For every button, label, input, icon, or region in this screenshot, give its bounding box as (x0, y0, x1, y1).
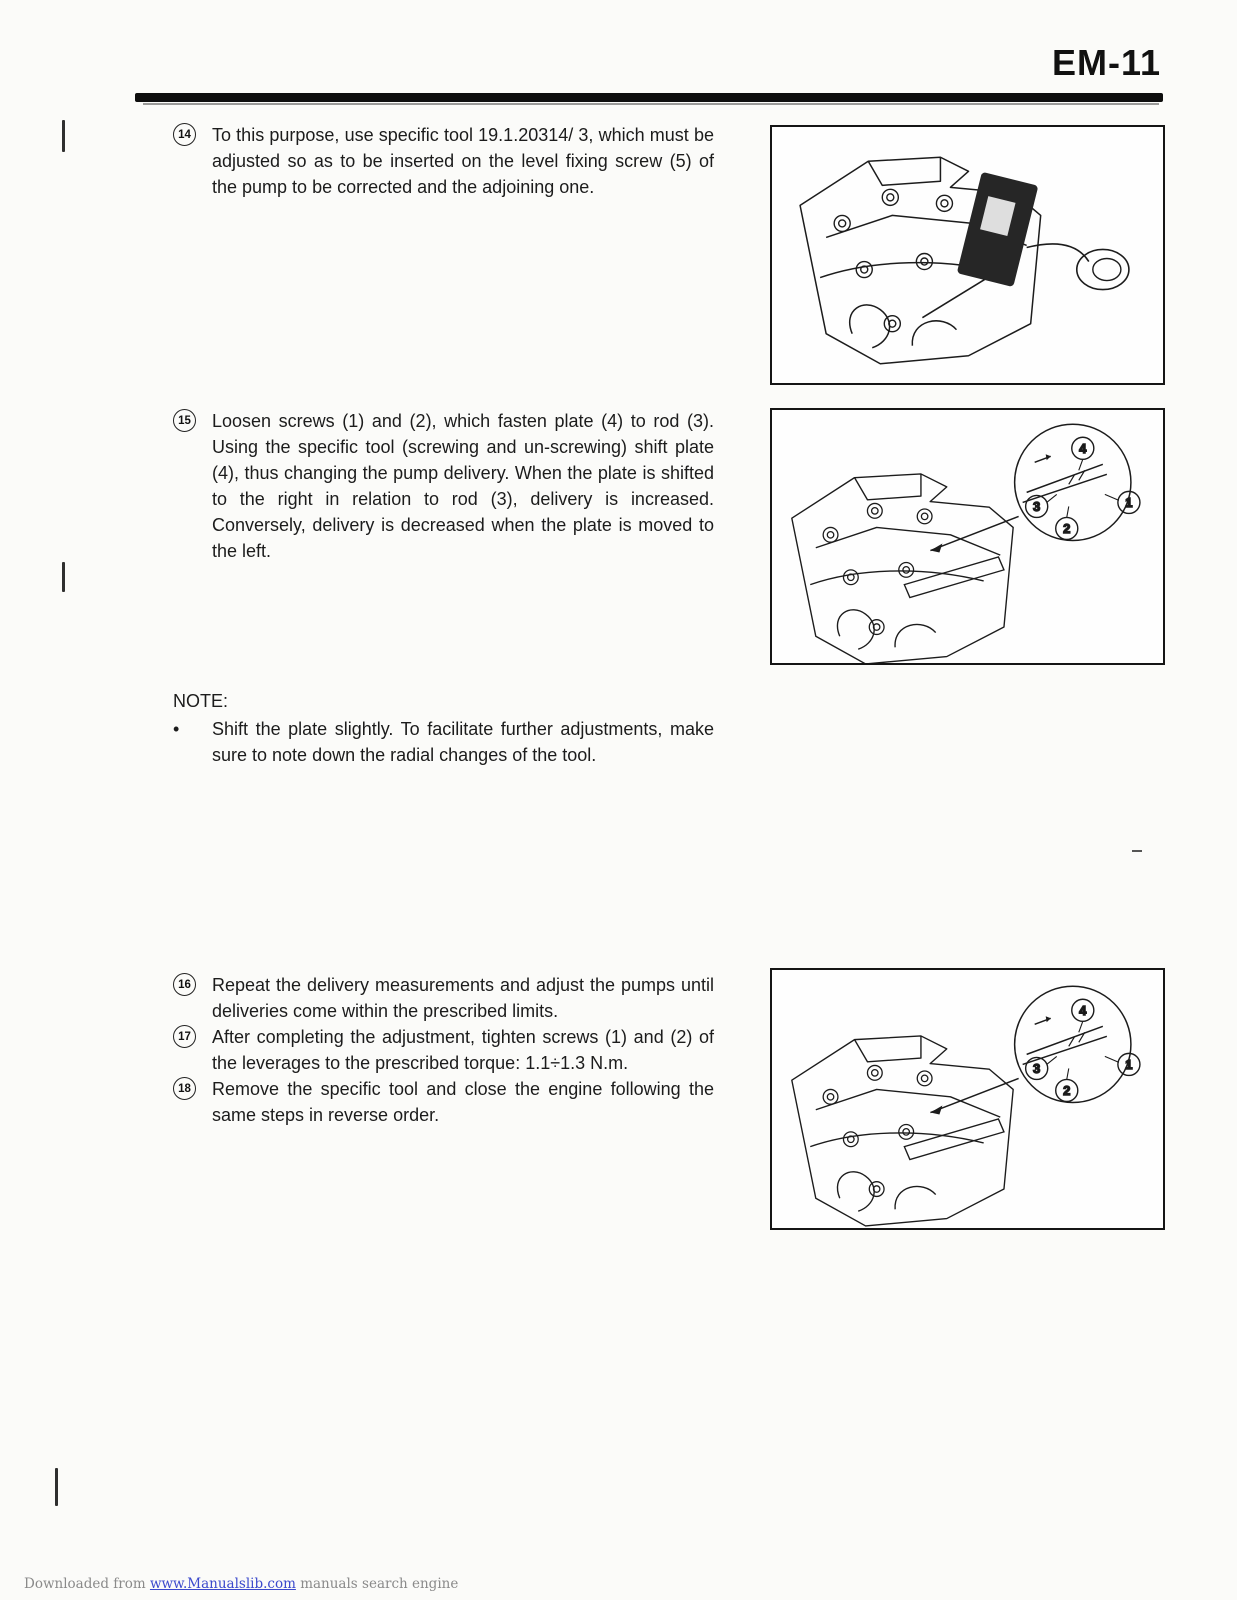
header-rule (135, 93, 1163, 102)
figure-plate-adjustment-repeat (770, 968, 1165, 1230)
footer-watermark (24, 1576, 458, 1592)
figure-plate-adjustment (770, 408, 1165, 665)
callout-2: 2 (1063, 520, 1071, 536)
margin-change-bar (55, 1468, 58, 1506)
engine-illustration (772, 970, 1163, 1228)
callout-3: 3 (1033, 1060, 1041, 1076)
scan-artifact (1132, 850, 1142, 852)
step-number-badge: 17 (173, 1025, 196, 1048)
note-label: NOTE: (173, 691, 229, 711)
engine-illustration (772, 127, 1163, 383)
engine-illustration (772, 410, 1163, 663)
step-18 (173, 1076, 714, 1128)
margin-change-bar (62, 120, 65, 152)
footer-suffix: manuals search engine (295, 1576, 459, 1592)
detail-circle (930, 986, 1131, 1114)
footer-prefix: Downloaded from (24, 1576, 150, 1592)
page-number: EM-11 (1051, 42, 1161, 83)
step-text: Repeat the delivery measurements and adjust the pumps until deliveries come within the prescribed limits. (212, 975, 714, 1021)
margin-change-bar (62, 562, 65, 592)
detail-circle (930, 424, 1131, 552)
callout-2: 2 (1063, 1082, 1071, 1098)
step-16 (173, 972, 714, 1024)
step-text: To this purpose, use specific tool 19.1.20314/ 3, which must be adjusted so as to be inserted on the level fixing screw (5) of the pump to be corrected and the adjoining one. (212, 125, 714, 197)
bullet-marker: • (173, 719, 180, 739)
step-number-badge: 18 (173, 1077, 196, 1100)
step-text: Remove the specific tool and close the engine following the same steps in reverse order. (212, 1079, 714, 1125)
step-14 (173, 122, 714, 200)
step-15 (173, 408, 714, 564)
steps-16-18 (173, 972, 714, 1128)
step-number-badge: 15 (173, 409, 196, 432)
figure-pump-tool (770, 125, 1165, 385)
step-number-badge: 16 (173, 973, 196, 996)
note-text: Shift the plate slightly. To facilitate further adjustments, make sure to note down the radial changes of the tool. (212, 719, 714, 765)
step-text: Loosen screws (1) and (2), which fasten plate (4) to rod (3). Using the specific tool (screwing and un-screwing) shift plate (4), thus changing the pump delivery. When the plate is shifted to the right in relation to rod (3), delivery is increased. Conversely, delivery is decreased when the plate is moved to the left. (212, 411, 714, 561)
note-block (173, 688, 714, 768)
step-number-badge: 14 (173, 123, 196, 146)
callout-4: 4 (1079, 1002, 1087, 1018)
callout-4: 4 (1079, 440, 1087, 456)
step-17 (173, 1024, 714, 1076)
step-text: After completing the adjustment, tighten screws (1) and (2) of the leverages to the prescribed torque: 1.1÷1.3 N.m. (212, 1027, 714, 1073)
callout-3: 3 (1033, 498, 1041, 514)
manualslib-link[interactable]: www.Manualslib.com (149, 1576, 296, 1592)
callout-1: 1 (1125, 1056, 1133, 1072)
callout-1: 1 (1125, 494, 1133, 510)
